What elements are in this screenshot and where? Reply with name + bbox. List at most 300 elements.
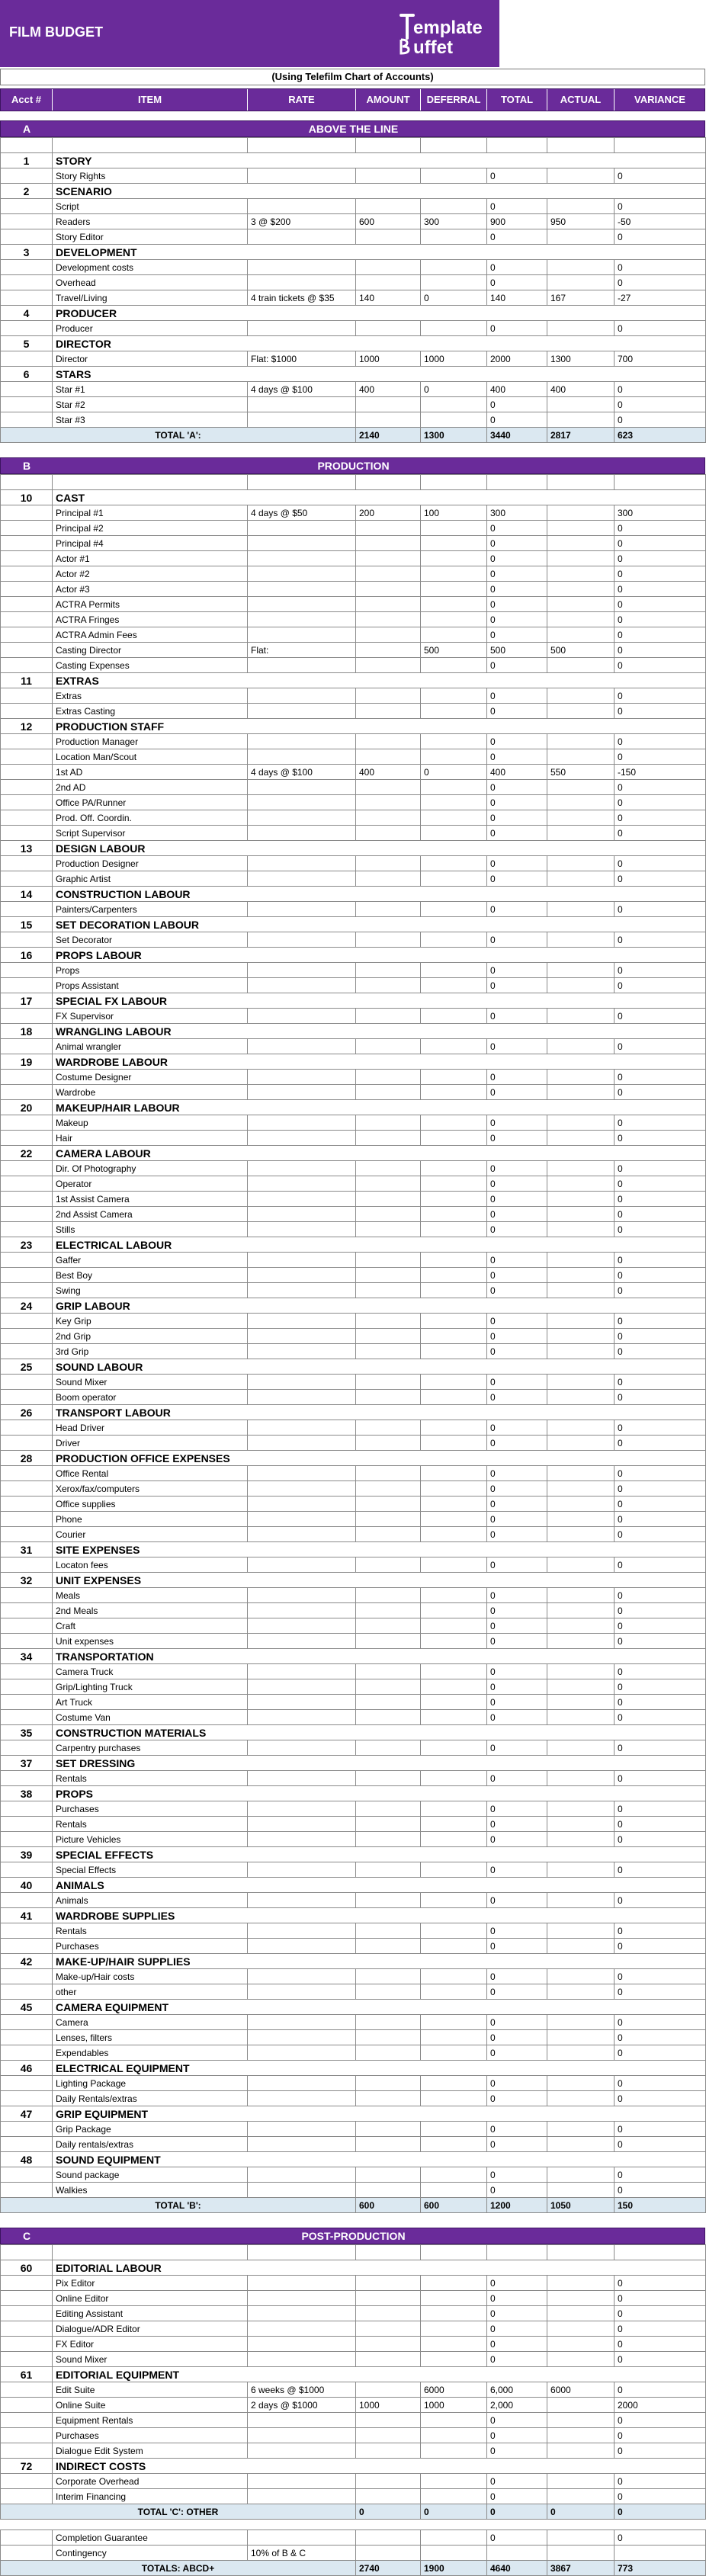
line-item-row [1, 1618, 706, 1634]
group-row [1, 245, 706, 260]
group-row [1, 2106, 706, 2122]
rate-cell [248, 582, 356, 597]
acct-cell [1, 382, 53, 397]
item-cell: Props Assistant [53, 978, 248, 993]
rate-cell [248, 521, 356, 536]
deferral-cell [421, 2321, 487, 2337]
item-cell: Overhead [53, 275, 248, 290]
actual-cell [547, 1740, 615, 1756]
item-cell: Dir. Of Photography [53, 1161, 248, 1176]
actual-cell [547, 826, 615, 841]
actual-cell [547, 1115, 615, 1131]
variance-cell: 0 [615, 612, 706, 627]
acct-cell [1, 1207, 53, 1222]
acct-cell [1, 1557, 53, 1573]
total-cell: 0 [487, 1695, 547, 1710]
acct-cell [1, 658, 53, 673]
line-item-row [1, 1176, 706, 1192]
actual-cell [547, 1695, 615, 1710]
group-number: 37 [1, 1756, 53, 1771]
amount-cell [356, 612, 421, 627]
item-cell: Craft [53, 1618, 248, 1634]
line-item-row [1, 214, 706, 229]
deferral-cell [421, 1268, 487, 1283]
rate-cell [248, 1893, 356, 1908]
total-cell: 0 [487, 199, 547, 214]
actual-cell [547, 1862, 615, 1878]
group-number: 2 [1, 184, 53, 199]
rate-cell [248, 1344, 356, 1359]
section-total-value: 0 [547, 2504, 615, 2520]
blank-cell [615, 2245, 706, 2260]
total-cell: 0 [487, 780, 547, 795]
deferral-cell [421, 1984, 487, 2000]
rate-cell: 6 weeks @ $1000 [248, 2382, 356, 2398]
group-number: 61 [1, 2367, 53, 2382]
amount-cell [356, 1222, 421, 1237]
item-cell: Walkies [53, 2183, 248, 2198]
variance-cell: 0 [615, 734, 706, 749]
line-item-row [1, 2091, 706, 2106]
acct-cell [1, 765, 53, 780]
total-cell: 0 [487, 1268, 547, 1283]
footer-table [0, 2529, 706, 2576]
group-row [1, 1146, 706, 1161]
acct-cell [1, 536, 53, 551]
amount-cell [356, 2443, 421, 2459]
line-item-row [1, 612, 706, 627]
line-item-row [1, 795, 706, 810]
item-cell: Script Supervisor [53, 826, 248, 841]
total-cell: 0 [487, 1161, 547, 1176]
group-row [1, 1649, 706, 1664]
line-item-row [1, 2137, 706, 2152]
acct-cell [1, 1344, 53, 1359]
deferral-cell [421, 963, 487, 978]
section-band-b [0, 457, 705, 474]
item-cell: Story Editor [53, 229, 248, 245]
rate-cell [248, 566, 356, 582]
section-total-value: 623 [615, 428, 706, 443]
total-cell: 0 [487, 1070, 547, 1085]
section-total-value: 3440 [487, 428, 547, 443]
rate-cell [248, 1115, 356, 1131]
deferral-cell [421, 1131, 487, 1146]
group-row [1, 719, 706, 734]
total-cell: 0 [487, 1512, 547, 1527]
line-item-row [1, 2337, 706, 2352]
line-item-row [1, 1862, 706, 1878]
acct-cell [1, 290, 53, 306]
item-cell: Interim Financing [53, 2489, 248, 2504]
item-cell: Rentals [53, 1923, 248, 1939]
line-item-row [1, 1817, 706, 1832]
rate-cell: Flat: $1000 [248, 351, 356, 367]
total-cell: 0 [487, 1039, 547, 1054]
total-cell: 140 [487, 290, 547, 306]
total-cell: 0 [487, 963, 547, 978]
variance-cell: 0 [615, 1679, 706, 1695]
rate-cell [248, 1390, 356, 1405]
total-cell: 0 [487, 1085, 547, 1100]
variance-cell [615, 2546, 706, 2561]
item-cell: Painters/Carpenters [53, 902, 248, 917]
line-item-row [1, 2306, 706, 2321]
rate-cell: 4 days @ $100 [248, 382, 356, 397]
variance-cell: -50 [615, 214, 706, 229]
variance-cell: -150 [615, 765, 706, 780]
rate-cell [248, 1131, 356, 1146]
deferral-cell [421, 1603, 487, 1618]
total-cell: 0 [487, 1527, 547, 1542]
amount-cell [356, 199, 421, 214]
total-cell: 900 [487, 214, 547, 229]
variance-cell: 0 [615, 2183, 706, 2198]
amount-cell [356, 1329, 421, 1344]
deferral-cell [421, 810, 487, 826]
rate-cell [248, 199, 356, 214]
variance-cell: 0 [615, 856, 706, 871]
group-number: 23 [1, 1237, 53, 1253]
deferral-cell [421, 2530, 487, 2546]
acct-cell [1, 780, 53, 795]
variance-cell: 0 [615, 1375, 706, 1390]
deferral-cell [421, 1664, 487, 1679]
rate-cell [248, 1222, 356, 1237]
deferral-cell [421, 1283, 487, 1298]
deferral-cell [421, 2546, 487, 2561]
variance-cell: 0 [615, 2337, 706, 2352]
variance-cell: 0 [615, 810, 706, 826]
acct-cell [1, 2546, 53, 2561]
deferral-cell [421, 397, 487, 412]
rate-cell [248, 978, 356, 993]
amount-cell [356, 2276, 421, 2291]
actual-cell [547, 1512, 615, 1527]
deferral-cell [421, 1207, 487, 1222]
variance-cell: 0 [615, 2306, 706, 2321]
deferral-cell [421, 1588, 487, 1603]
acct-cell [1, 627, 53, 643]
deferral-cell [421, 2428, 487, 2443]
group-name: CONSTRUCTION LABOUR [53, 887, 706, 902]
amount-cell [356, 566, 421, 582]
item-cell: Producer [53, 321, 248, 336]
item-cell: 1st AD [53, 765, 248, 780]
item-cell: Principal #4 [53, 536, 248, 551]
line-item-row [1, 2167, 706, 2183]
section-total-value: 0 [421, 2504, 487, 2520]
rate-cell [248, 2137, 356, 2152]
line-item-row [1, 1390, 706, 1405]
variance-cell: 0 [615, 826, 706, 841]
amount-cell [356, 932, 421, 948]
amount-cell [356, 810, 421, 826]
rate-cell [248, 2306, 356, 2321]
total-cell: 0 [487, 1557, 547, 1573]
deferral-cell [421, 2137, 487, 2152]
line-item-row [1, 566, 706, 582]
acct-cell [1, 749, 53, 765]
blank-cell [53, 475, 248, 490]
line-item-row [1, 1679, 706, 1695]
acct-cell [1, 2382, 53, 2398]
line-item-row [1, 1207, 706, 1222]
rate-cell [248, 2122, 356, 2137]
variance-cell: 0 [615, 2076, 706, 2091]
acct-cell [1, 321, 53, 336]
acct-cell [1, 1375, 53, 1390]
group-name: INDIRECT COSTS [53, 2459, 706, 2474]
total-cell: 0 [487, 658, 547, 673]
amount-cell [356, 582, 421, 597]
line-item-row [1, 1420, 706, 1436]
actual-cell [547, 2306, 615, 2321]
item-cell: Expendables [53, 2045, 248, 2061]
template-buffet-logo [396, 8, 496, 58]
actual-cell [547, 1070, 615, 1085]
amount-cell: 400 [356, 765, 421, 780]
item-cell: Extras [53, 688, 248, 704]
acct-cell [1, 2428, 53, 2443]
amount-cell [356, 658, 421, 673]
rate-cell [248, 1466, 356, 1481]
variance-cell: 0 [615, 321, 706, 336]
actual-cell [547, 1664, 615, 1679]
header-banner [0, 0, 499, 67]
total-cell: 0 [487, 856, 547, 871]
variance-cell: 0 [615, 871, 706, 887]
deferral-cell [421, 1344, 487, 1359]
variance-cell: 0 [615, 963, 706, 978]
grand-total-row [1, 2561, 706, 2576]
rate-cell: 4 days @ $50 [248, 505, 356, 521]
total-cell: 0 [487, 1390, 547, 1405]
rate-cell [248, 2167, 356, 2183]
group-number: 34 [1, 1649, 53, 1664]
actual-cell [547, 260, 615, 275]
total-cell: 0 [487, 1832, 547, 1847]
acct-cell [1, 2321, 53, 2337]
group-name: SOUND EQUIPMENT [53, 2152, 706, 2167]
group-number: 11 [1, 673, 53, 688]
group-number: 41 [1, 1908, 53, 1923]
acct-cell [1, 1390, 53, 1405]
variance-cell: 0 [615, 168, 706, 184]
rate-cell [248, 1039, 356, 1054]
rate-cell [248, 1009, 356, 1024]
deferral-cell [421, 1314, 487, 1329]
blank-row [1, 475, 706, 490]
acct-cell [1, 1222, 53, 1237]
rate-cell [248, 2276, 356, 2291]
item-cell: FX Supervisor [53, 1009, 248, 1024]
total-cell: 0 [487, 1634, 547, 1649]
total-cell: 0 [487, 627, 547, 643]
actual-cell [547, 1481, 615, 1497]
variance-cell: 0 [615, 1131, 706, 1146]
item-cell: Meals [53, 1588, 248, 1603]
group-name: TRANSPORT LABOUR [53, 1405, 706, 1420]
acct-cell [1, 2167, 53, 2183]
actual-cell [547, 582, 615, 597]
rate-cell: 10% of B & C [248, 2546, 356, 2561]
column-header-6: ACTUAL [547, 89, 615, 111]
line-item-row [1, 1939, 706, 1954]
acct-cell [1, 1253, 53, 1268]
deferral-cell [421, 734, 487, 749]
acct-cell [1, 2076, 53, 2091]
line-item-row [1, 1984, 706, 2000]
variance-cell: 0 [615, 2122, 706, 2137]
line-item-row [1, 2398, 706, 2413]
deferral-cell [421, 1557, 487, 1573]
total-cell: 0 [487, 2030, 547, 2045]
deferral-cell: 0 [421, 290, 487, 306]
total-cell: 0 [487, 810, 547, 826]
item-cell: Gaffer [53, 1253, 248, 1268]
blank-cell [248, 475, 356, 490]
item-cell: Editing Assistant [53, 2306, 248, 2321]
group-name: STARS [53, 367, 706, 382]
variance-cell: 0 [615, 2321, 706, 2337]
line-item-row [1, 2321, 706, 2337]
line-item-row [1, 1557, 706, 1573]
actual-cell [547, 1984, 615, 2000]
group-row [1, 1786, 706, 1801]
variance-cell: 0 [615, 978, 706, 993]
deferral-cell [421, 1512, 487, 1527]
acct-cell [1, 612, 53, 627]
section-code: A [22, 123, 31, 135]
total-cell: 0 [487, 1969, 547, 1984]
group-row [1, 367, 706, 382]
total-cell: 0 [487, 1283, 547, 1298]
total-cell: 0 [487, 2291, 547, 2306]
group-name: DIRECTOR [53, 336, 706, 351]
deferral-cell [421, 551, 487, 566]
rate-cell [248, 2076, 356, 2091]
item-cell: Contingency [53, 2546, 248, 2561]
total-cell: 0 [487, 2076, 547, 2091]
line-item-row [1, 2030, 706, 2045]
actual-cell [547, 1618, 615, 1634]
actual-cell: 550 [547, 765, 615, 780]
total-cell: 0 [487, 2530, 547, 2546]
deferral-cell [421, 2183, 487, 2198]
deferral-cell [421, 932, 487, 948]
total-cell: 0 [487, 2122, 547, 2137]
item-cell: Daily Rentals/extras [53, 2091, 248, 2106]
actual-cell [547, 1176, 615, 1192]
item-cell: Picture Vehicles [53, 1832, 248, 1847]
line-item-row [1, 734, 706, 749]
total-cell: 0 [487, 1771, 547, 1786]
item-cell: Production Manager [53, 734, 248, 749]
acct-cell [1, 1497, 53, 1512]
grand-total-value: 1900 [421, 2561, 487, 2576]
amount-cell: 400 [356, 382, 421, 397]
variance-cell: 0 [615, 688, 706, 704]
section-title: ABOVE THE LINE [308, 123, 399, 135]
deferral-cell [421, 2045, 487, 2061]
amount-cell [356, 2076, 421, 2091]
total-cell: 0 [487, 1801, 547, 1817]
group-number: 28 [1, 1451, 53, 1466]
amount-cell [356, 1527, 421, 1542]
total-cell: 300 [487, 505, 547, 521]
rate-cell: Flat: [248, 643, 356, 658]
variance-cell: 0 [615, 902, 706, 917]
item-cell: ACTRA Permits [53, 597, 248, 612]
group-name: PROPS LABOUR [53, 948, 706, 963]
section-title: PRODUCTION [317, 460, 390, 472]
amount-cell [356, 2183, 421, 2198]
item-cell: Wardrobe [53, 1085, 248, 1100]
group-name: PRODUCTION STAFF [53, 719, 706, 734]
deferral-cell [421, 2076, 487, 2091]
item-cell: Makeup [53, 1115, 248, 1131]
blank-cell [547, 138, 615, 153]
total-cell: 0 [487, 1009, 547, 1024]
group-row [1, 673, 706, 688]
actual-cell [547, 1375, 615, 1390]
amount-cell [356, 1695, 421, 1710]
rate-cell [248, 658, 356, 673]
group-row [1, 1756, 706, 1771]
group-number: 46 [1, 2061, 53, 2076]
total-cell: 0 [487, 1481, 547, 1497]
deferral-cell: 0 [421, 382, 487, 397]
acct-cell [1, 2122, 53, 2137]
total-cell: 0 [487, 2137, 547, 2152]
acct-cell [1, 597, 53, 612]
blank-cell [248, 138, 356, 153]
actual-cell [547, 704, 615, 719]
variance-cell: 0 [615, 1085, 706, 1100]
line-item-row [1, 2489, 706, 2504]
deferral-cell [421, 1695, 487, 1710]
actual-cell [547, 2167, 615, 2183]
variance-cell: 0 [615, 2167, 706, 2183]
rate-cell [248, 856, 356, 871]
deferral-cell [421, 566, 487, 582]
item-cell: Stills [53, 1222, 248, 1237]
acct-cell [1, 1161, 53, 1176]
total-cell: 0 [487, 321, 547, 336]
total-cell: 0 [487, 1893, 547, 1908]
deferral-cell [421, 780, 487, 795]
acct-cell [1, 1588, 53, 1603]
actual-cell: 167 [547, 290, 615, 306]
item-cell: 2nd Assist Camera [53, 1207, 248, 1222]
variance-cell: 0 [615, 2045, 706, 2061]
line-item-row [1, 1512, 706, 1527]
blank-row [1, 138, 706, 153]
group-number: 13 [1, 841, 53, 856]
actual-cell [547, 566, 615, 582]
section-total-label: TOTAL 'B': [1, 2198, 356, 2213]
acct-cell [1, 734, 53, 749]
grand-total-value: 4640 [487, 2561, 547, 2576]
column-header-row [0, 88, 705, 111]
group-name: SPECIAL EFFECTS [53, 1847, 706, 1862]
actual-cell [547, 199, 615, 214]
total-cell: 0 [487, 612, 547, 627]
group-number: 72 [1, 2459, 53, 2474]
acct-cell [1, 2306, 53, 2321]
variance-cell: 0 [615, 382, 706, 397]
